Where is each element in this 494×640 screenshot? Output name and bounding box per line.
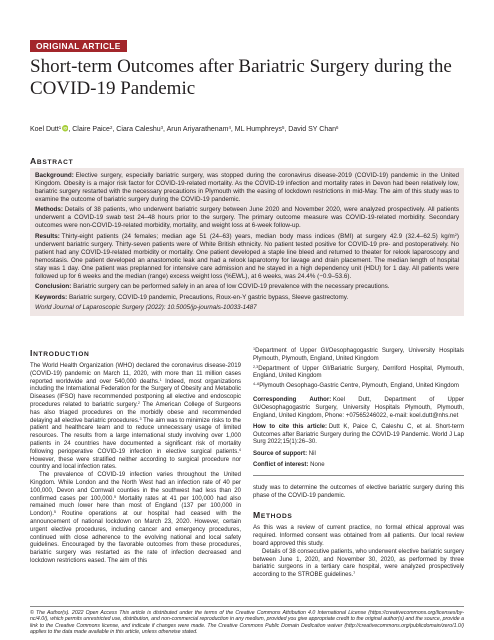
abstract-text <box>35 233 459 280</box>
author-name: David SY Chan <box>288 126 336 133</box>
abstract-heading: ABSTRACT <box>30 156 74 166</box>
abstract-results <box>35 233 459 281</box>
author-affiliation-number: 3 <box>160 124 164 130</box>
methods-paragraph <box>253 549 464 580</box>
abstract-conclusion <box>35 283 459 291</box>
affiliation-number: 1 <box>253 347 256 352</box>
note-text: Dutt K, Paice C, Caleshu C, et al. Short-term Outcomes after Bariatric Surgery during the COVID-19 Pandemic. World J Lap Surg 2022;15(1):26–30. <box>253 423 464 446</box>
abstract-background <box>35 172 459 204</box>
abstract-label: Results: <box>35 232 60 240</box>
note-text: Nil <box>308 450 316 457</box>
affiliation <box>253 383 464 391</box>
intro-continuation: study was to determine the outcomes of elective bariatric surgery during this phase of the COVID-19 pandemic. <box>253 484 464 499</box>
superscript: 2 <box>454 231 457 237</box>
methods-paragraph <box>253 525 464 548</box>
affiliation-text: Plymouth Oesophago-Gastric Centre, Plymouth, England, United Kingdom <box>259 383 459 390</box>
text-run: However, these were stratified neither according to surgical procedure nor country and local infection rates. <box>30 456 241 471</box>
note-label: Source of support: <box>253 450 308 457</box>
author-name: Koel Dutt <box>30 126 59 133</box>
affiliation-text: Department of Upper GI/Oesophagogastric Surgery, University Hospitals Plymouth, Plymouth, England, United Kingdom <box>253 348 464 362</box>
abstract-methods <box>35 206 459 230</box>
text-run: Details of 38 consecutive patients, who underwent elective bariatric surgery between June 1, 2020, and November 30, 2020, as performed by three bariatric surgeons in a tertiary care hospital, were analyzed prospectively according to the STROBE guidelines. <box>253 548 464 579</box>
superscript: 7 <box>353 571 356 576</box>
how-to-cite <box>253 424 464 447</box>
text-run: Details of 38 patients, who underwent bariatric surgery between June 2020 and November 2020, were analyzed prospectively. All patients underwent a COVID-19 swab test 24–48 hours prior to the surgery. The primary outcome measure was COVID-19-related morbidity. Secondary outcomes were non-COVID-19-related morbidity, mortality, and weight loss at 6-week follow-up. <box>35 206 459 230</box>
author-list <box>30 125 464 134</box>
author-separator: , <box>112 126 117 133</box>
affiliations <box>253 348 464 391</box>
journal-doi-line[interactable]: World Journal of Laparoscopic Surgery (2022): 10.5005/jp-journals-10033-1487 <box>35 303 257 311</box>
author-name: Claire Paice <box>72 126 110 133</box>
text-run: As this was a review of current practice, no formal ethical approval was required. Informed consent was obtained from all patients. Our local review board approved this study. <box>253 525 464 548</box>
abstract-text <box>73 283 389 290</box>
note-text: Koel Dutt, Department of Upper GI/Oesophagogastric Surgery, University Hospitals Plymouth, Plymouth, England, United Kingdom, Phone: +07565246022, e-mail: koel.dutt@nhs.net <box>253 396 464 419</box>
author-separator: , <box>68 126 73 133</box>
author-name: Ciara Caleshu <box>116 126 161 133</box>
left-column <box>30 348 241 566</box>
author-name: Arun Ariyarathenam <box>166 126 229 133</box>
right-column <box>253 348 464 580</box>
affiliation-number: 4–6 <box>253 382 260 387</box>
text-run: Thirty-eight patients (24 females; median age 51 (24–63) years, median body mass indices (BMI) at surgery 42.9 (32.4–62.5) kg/m <box>61 232 455 240</box>
keywords <box>35 294 459 302</box>
intro-paragraph <box>30 363 241 472</box>
affiliation-number: 2,3 <box>253 364 259 369</box>
text-run: The American College of Surgeons has also triaged procedures on the morbidly obese and recommended delaying all elective bariatric procedures. <box>30 401 241 424</box>
author-separator: , <box>284 126 289 133</box>
author-separator: , <box>163 126 167 133</box>
text-run: Elective surgery, especially bariatric surgery, was stopped during the coronavirus disease-2019 (COVID-19) pandemic in the United Kingdom. Obesity is a major risk factor for COVID-19-related mortality. As the COVID-19 infection and mortality rates in Devon had been relatively low, bariatric surgery restarted with the necessary precautions in Plymouth with the easing of lockdown restrictions in mid-May. The aim of this study was to examine the outcome of bariatric surgery during the COVID-19 pandemic. <box>35 172 459 203</box>
superscript: 1 <box>159 377 162 382</box>
abstract-text <box>35 206 459 229</box>
abstract-box <box>30 168 464 316</box>
note-label: How to cite this article: <box>253 423 328 430</box>
superscript: 4 <box>238 447 241 452</box>
note-label: Corresponding Author: <box>253 396 332 403</box>
text-run: The World Health Organization (WHO) declared the coronavirus disease-2019 (COVID-19) pandemic on March 11, 2020, with more than 11 million cases reported worldwide and over 540,000 deaths. <box>30 363 241 385</box>
text-run: The prevalence of COVID-19 infection varies throughout the United Kingdom. While London and the North West had an infection rate of 40 per 100,000, Devon and Cornwall counties in the southwest had less than 20 confirmed cases per 100,000. <box>30 472 241 502</box>
orcid-lettering: iD <box>63 126 67 131</box>
source-of-support <box>253 451 464 459</box>
keywords-text: Bariatric surgery, COVID-19 pandemic, Precautions, Roux-en-Y gastric bypass, Sleeve gastrectomy. <box>68 293 349 301</box>
abstract-label: Conclusion: <box>35 283 72 291</box>
author-name: ML Humphreys <box>234 126 282 133</box>
corresponding-author <box>253 397 464 420</box>
license-footer: © The Author(s). 2022 Open Access This article is distributed under the terms of the Creative Commons Attribution 4.0 International License (https://creativecommons.org/licenses/by-nc/4.0/), which permits unrestricted use, distribution, and non-commercial reproduction in any medium, provided you give appropriate credit to the original author(s) and the source, provide a link to the Creative Commons license, and indicate if changes were made. The Creative Commons Public Domain Dedication waiver (http://creativecommons.org/publicdomain/zero/1.0/) applies to the data made available in this article, unless otherwise stated. <box>30 606 464 636</box>
author-separator: , <box>230 126 235 133</box>
abstract-text <box>35 172 459 203</box>
conflict-of-interest <box>253 462 464 470</box>
author-affiliation-number: 5 <box>281 124 285 130</box>
abstract-label: Background: <box>35 172 74 179</box>
article-notes <box>253 397 464 470</box>
text-run: ) underwent bariatric surgery. Thirty-seven patients were of White British ethnicity. No patient tested positive for COVID-19 pre- and postoperatively. No patient had any COVID-19-related morbidity or mortality. One patient developed a staple line bleed and returned to theater for relook laparoscopy and hemostasis. One patient developed an anastomotic leak and had a relook laparotomy for lavage and drain placement. The median length of hospital stay was 1 day. One patient was preplanned for intensive care admission and he stayed in a high dependency unit (HDU) for 1 day. All patients were followed up for 6 weeks and the median (range) excess weight loss (%EWL), at 6 weeks, was 24.4% (−0.9–53.6). <box>35 232 459 280</box>
superscript: 5 <box>114 494 117 499</box>
text-run: Bariatric surgery can be performed safely in an area of low COVID-19 prevalence with the necessary precautions. <box>73 283 390 291</box>
methods-heading: METHODS <box>253 510 293 521</box>
author-affiliation-number: 4 <box>228 124 231 130</box>
text-run: The aim was to minimize risks to the patient and healthcare team and to reduce unnecessary usage of limited resources. The results from a large international study involving over 1,000 patients in 24 countries have documented a significant risk of mortality following perioperative COVID-19 infection in elective surgical patients. <box>30 417 241 455</box>
superscript: 2 <box>137 401 141 406</box>
superscript: 5 <box>53 510 56 515</box>
introduction-heading: INTRODUCTION <box>30 348 90 358</box>
note-label: Conflict of interest: <box>253 462 309 469</box>
author-affiliation-number: 2 <box>109 124 113 130</box>
author-affiliation-number: 6 <box>336 124 339 130</box>
note-text: None <box>310 462 325 469</box>
article-title: Short-term Outcomes after Bariatric Surgery during the COVID-19 Pandemic <box>30 56 452 99</box>
text-run: Mortality rates at 41 per 100,000 had also remained much lower here than most of England (137 per 100,000 in London). <box>30 495 241 518</box>
notes-divider <box>253 475 464 476</box>
keywords-label: Keywords: <box>35 293 68 301</box>
affiliation <box>253 366 464 382</box>
affiliation <box>253 348 464 364</box>
affiliation-text: Department of Upper GI/Bariatric Surgery, Derriford Hospital, Plymouth, England, United Kingdom <box>253 365 464 380</box>
text-run: Routine operations at our hospital had ceased with the announcement of national lockdown on March 23, 2020. However, certain urgent elective procedures, including cancer and emergency procedures, continued with close adherence to the evolving national and local safety guidelines. Encouraged by the favorable outcomes from these procedures, bariatric surgery was restarted as the rate of infection decreased and lockdown restrictions eased. The aim of this <box>30 511 241 564</box>
text-run: Indeed, most organizations including the International Federation for the Surgery of Obesity and Metabolic Diseases (IFSO) have recommended postponing all elective and endoscopic procedures related to bariatric surgery. <box>30 378 241 408</box>
abstract-label: Methods: <box>35 206 63 214</box>
article-type-banner: ORIGINAL ARTICLE <box>30 40 127 52</box>
author-affiliation-number: 1 <box>58 124 62 130</box>
intro-paragraph <box>30 472 241 566</box>
superscript: 3 <box>139 416 142 421</box>
